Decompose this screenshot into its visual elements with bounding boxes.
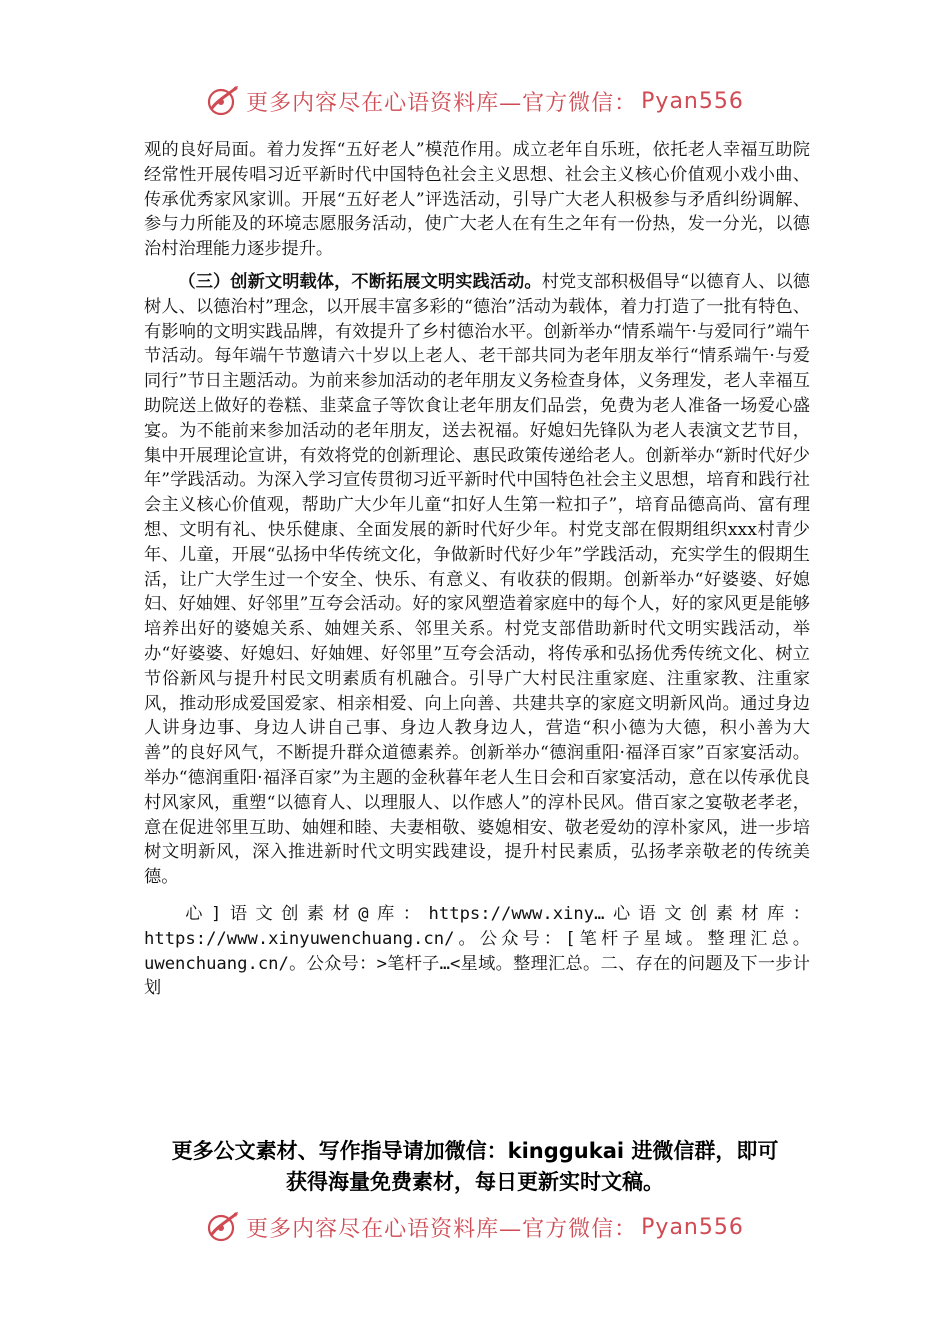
watermark-text: 更多内容尽在心语资料库—官方微信： [246,1216,638,1242]
promo-line-2: 获得海量免费素材，每日更新实时文稿。 [286,1170,664,1194]
watermark-header [0,84,950,118]
body-paragraph-2 [144,270,810,890]
body-paragraph-1: 观的良好局面。着力发挥“五好老人”模范作用。成立老年自乐班，依托老人幸福互助院经常性开展传唱习近平新时代中国特色社会主义思想、社会主义核心价值观小戏小曲、传承优秀家风家训。开展“五好老人”评选活动，引导广大老人积极参与矛盾纠纷调解、参与力所能及的环境志愿服务活动，使广大老人在有生之年有一份热，发一分光，以德治村治理能力逐步提升。 [144,140,810,260]
section-body-text: 村党支部积极倡导“以德育人、以德树人、以德治村”理念，以开展丰富多彩的“德治”活动为载体，着力打造了一批有特色、有影响的文明实践品牌，有效提升了乡村德治水平。创新举办“情系端午·与爱同行”端午节活动。每年端午节邀请六十岁以上老人、老干部共同为老年朋友举行“情系端午·与爱同行”节日主题活动。为前来参加活动的老年朋友义务检查身体，义务理发，老人幸福互助院送上做好的卷糕、韭菜盒子等饮食让老年朋友们品尝，免费为老人准备一场爱心盛宴。为不能前来参加活动的老年朋友，送去祝福。好媳妇先锋队为老人表演文艺节目，集中开展理论宣讲，有效将党的创新理论、惠民政策传递给老人。创新举办“新时代好少年”学践活动。为深入学习宣传贯彻习近平新时代中国特色社会主义思想，培育和践行社会主义核心价值观，帮助广大少年儿童“扣好人生第一粒扣子”，培育品德高尚、富有理想、文明有礼、快乐健康、全面发展的新时代好少年。村党支部在假期组织xxx村青少年、儿童，开展“弘扬中华传统文化，争做新时代好少年”学践活动，充实学生的假期生活，让广大学生过一个安全、快乐、有意义、有收获的假期。创新举办“好婆婆、好媳妇、好妯娌、好邻里”互夸会活动。好的家风塑造着家庭中的每个人，好的家风更是能够培养出好的婆媳关系、妯娌关系、邻里关系。村党支部借助新时代文明实践活动，举办“好婆婆、好媳妇、好妯娌、好邻里”互夸会活动，将传承和弘扬优秀传统文化、树立节俗新风与提升村民文明素质有机融合。引导广大村民注重家庭、注重家教、注重家风，推动形成爱国爱家、相亲相爱、向上向善、共建共享的家庭文明新风尚。通过身边人讲身边事、身边人讲自己事、身边人教身边人，营造“积小德为大德，积小善为大善”的良好风气，不断提升群众道德素养。创新举办“德润重阳·福泽百家”百家宴活动。举办“德润重阳·福泽百家”为主题的金秋暮年老人生日会和百家宴活动，意在以传承优良村风家风，重塑“以德育人、以理服人、以作感人”的淳朴民风。借百家之宴敬老孝老，意在促进邻里互助、妯娌和睦、夫妻相敬、婆媳相安、敬老爱幼的淳朴家风，进一步培树文明新风，深入推进新时代文明实践建设，提升村民素质，弘扬孝亲敬老的传统美德。 [144,271,810,888]
pen-swirl-logo-icon [206,1210,240,1244]
watermark-footer [0,1210,950,1244]
watermark-contact: Pyan556 [641,1214,744,1240]
watermark-contact: Pyan556 [641,88,744,114]
promo-block [0,1136,950,1198]
document-body [144,138,810,1001]
pen-swirl-logo-icon [206,84,240,118]
promo-line-1: 更多公文素材、写作指导请加微信：kinggukai 进微信群，即可 [171,1139,779,1163]
section-heading: （三）创新文明载体，不断拓展文明实践活动。 [178,271,542,292]
body-paragraph-3: 心]语文创素材@库：https://www.xiny…心语文创素材库：https://www.xinyuwenchuang.cn/。公众号：[笔杆子星域。整理汇总。uwenchuang.cn/。公众号：>笔杆子…<星域。整理汇总。二、存在的问题及下一步计划 [144,903,810,999]
watermark-text: 更多内容尽在心语资料库—官方微信： [246,90,638,116]
